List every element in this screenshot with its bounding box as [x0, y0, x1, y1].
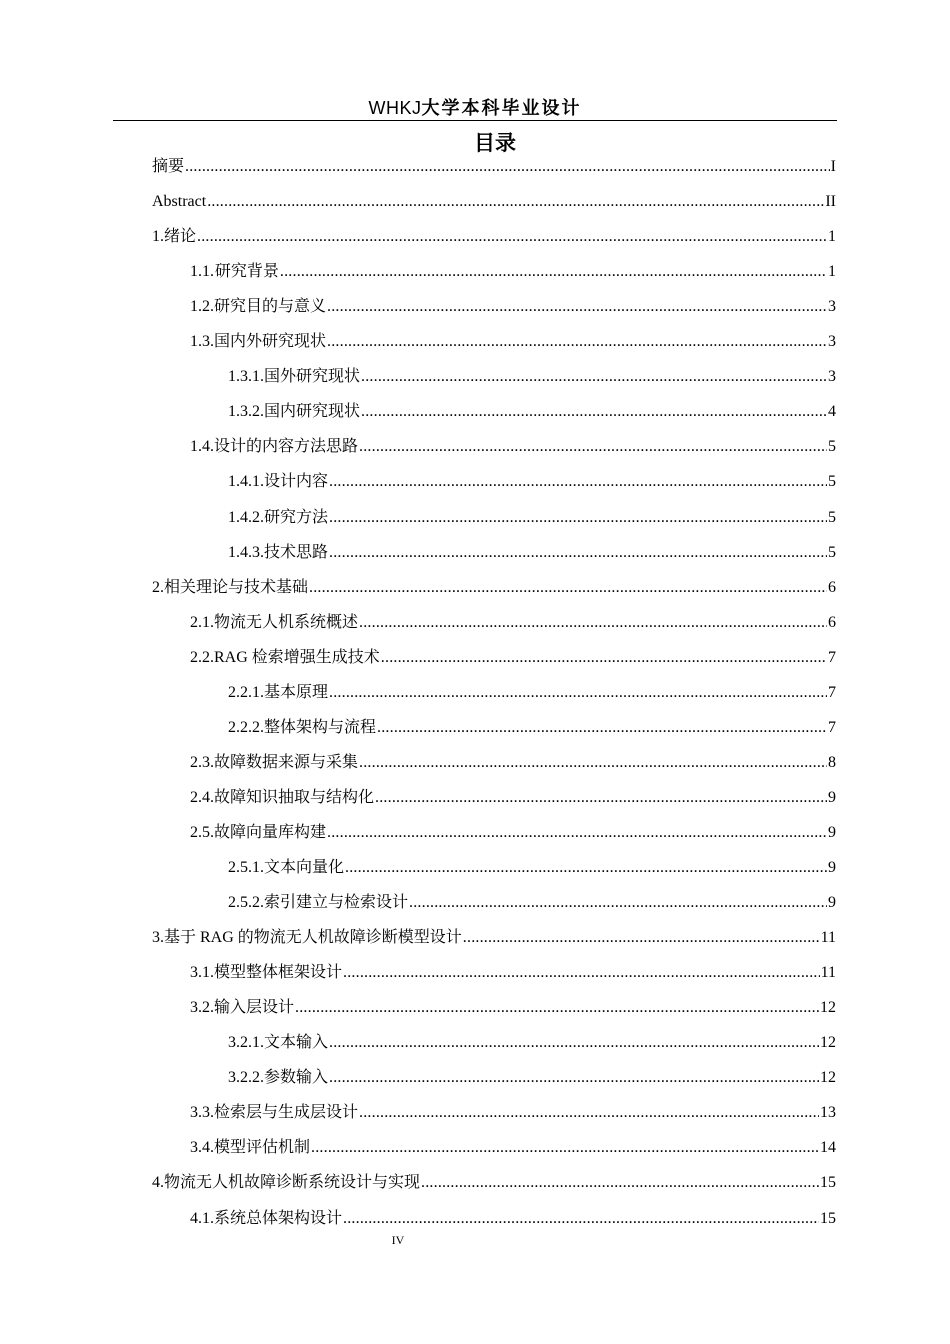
- toc-entry-title: 设计内容: [264, 473, 329, 490]
- toc-entry[interactable]: [190, 296, 836, 318]
- toc-entry-page: II: [825, 193, 836, 210]
- toc-leader-dots: [295, 997, 819, 1019]
- toc-entry-number: 3.1.: [190, 964, 214, 981]
- toc-entry-page: 4: [828, 403, 836, 420]
- toc-entry-page: 11: [820, 964, 836, 981]
- toc-entry-title: 文本输入: [264, 1034, 329, 1051]
- toc-entry-number: 1.3.1.: [228, 368, 264, 385]
- toc-entry[interactable]: [228, 542, 836, 564]
- toc-entry-number: 1.4.3.: [228, 544, 264, 561]
- toc-entry-number: 1.4.1.: [228, 473, 264, 490]
- toc-entry-title: 摘要: [152, 158, 185, 175]
- toc-entry[interactable]: [152, 927, 836, 949]
- toc-entry-number: 3.2.2.: [228, 1069, 264, 1086]
- toc-leader-dots: [359, 1102, 819, 1124]
- toc-entry-title: 设计的内容方法思路: [214, 438, 359, 455]
- toc-leader-dots: [377, 717, 827, 739]
- toc-title: 目录: [474, 131, 516, 155]
- toc-entry-page: 5: [828, 473, 836, 490]
- toc-entry-page: 5: [828, 438, 836, 455]
- toc-leader-dots: [343, 962, 820, 984]
- toc-leader-dots: [309, 577, 827, 599]
- toc-entry[interactable]: [228, 717, 836, 739]
- toc-entry[interactable]: [228, 1032, 836, 1054]
- toc-entry[interactable]: [190, 1102, 836, 1124]
- toc-entry-title: 基于 RAG 的物流无人机故障诊断模型设计: [164, 929, 462, 946]
- toc-leader-dots: [463, 927, 820, 949]
- toc-entry-number: 1.3.: [190, 333, 214, 350]
- toc-leader-dots: [280, 261, 827, 283]
- toc-entry-number: 1.3.2.: [228, 403, 264, 420]
- toc-entry-title: 研究目的与意义: [214, 298, 327, 315]
- toc-entry-number: 3.2.1.: [228, 1034, 264, 1051]
- toc-entry-page: 12: [820, 1069, 836, 1086]
- toc-entry[interactable]: [152, 577, 836, 599]
- toc-leader-dots: [311, 1137, 819, 1159]
- toc-entry-title: 故障知识抽取与结构化: [214, 789, 375, 806]
- toc-entry-number: 3.3.: [190, 1104, 214, 1121]
- toc-entry[interactable]: [228, 366, 836, 388]
- toc-entry-number: 1.1.: [190, 263, 214, 280]
- toc-leader-dots: [345, 857, 827, 879]
- toc-entry-page: 9: [828, 789, 836, 806]
- toc-leader-dots: [327, 296, 827, 318]
- toc-entry-page: 7: [828, 649, 836, 666]
- toc-entry-page: 13: [820, 1104, 836, 1121]
- toc-entry-title: 故障向量库构建: [214, 824, 327, 841]
- toc-entry-title: 物流无人机故障诊断系统设计与实现: [164, 1174, 421, 1191]
- toc-entry-page: 7: [828, 684, 836, 701]
- toc-leader-dots: [359, 612, 827, 634]
- toc-entry-number: 3.2.: [190, 999, 214, 1016]
- toc-entry-title: 输入层设计: [214, 999, 295, 1016]
- toc-entry[interactable]: [228, 507, 836, 529]
- toc-entry-number: 3.: [152, 929, 164, 946]
- toc-entry[interactable]: [190, 1208, 836, 1230]
- toc-entry-number: 3.4.: [190, 1139, 214, 1156]
- toc-leader-dots: [207, 191, 824, 213]
- page-number: IV: [391, 1233, 405, 1247]
- toc-entry[interactable]: [228, 471, 836, 493]
- toc-entry-title: 研究方法: [264, 509, 329, 526]
- toc-entry-page: 9: [828, 859, 836, 876]
- toc-entry[interactable]: [190, 436, 836, 458]
- toc-entry-page: 9: [828, 894, 836, 911]
- toc-entry-page: 15: [820, 1210, 836, 1227]
- toc-entry-title: 整体架构与流程: [264, 719, 377, 736]
- toc-entry-page: 6: [828, 579, 836, 596]
- toc-entry-page: 3: [828, 333, 836, 350]
- toc-entry-number: 2.2.1.: [228, 684, 264, 701]
- toc-entry[interactable]: [190, 822, 836, 844]
- toc-entry-page: 15: [820, 1174, 836, 1191]
- toc-entry-title: RAG 检索增强生成技术: [214, 649, 380, 666]
- toc-entry-title: 技术思路: [264, 544, 329, 561]
- toc-entry-title: 国外研究现状: [264, 368, 361, 385]
- toc-entry-page: 5: [828, 544, 836, 561]
- toc-entry[interactable]: [190, 962, 836, 984]
- toc-leader-dots: [185, 156, 830, 178]
- toc-entry-number: 4.1.: [190, 1210, 214, 1227]
- toc-entry-title: 模型评估机制: [214, 1139, 311, 1156]
- toc-leader-dots: [329, 507, 827, 529]
- toc-entry[interactable]: [228, 892, 836, 914]
- toc-leader-dots: [421, 1172, 819, 1194]
- toc-entry-title: 索引建立与检索设计: [264, 894, 409, 911]
- toc-entry-title: 参数输入: [264, 1069, 329, 1086]
- toc-entry-page: 12: [820, 1034, 836, 1051]
- toc-entry-title: 系统总体架构设计: [214, 1210, 343, 1227]
- toc-entry-page: 14: [820, 1139, 836, 1156]
- header-school-code: WHKJ: [368, 98, 422, 118]
- toc-leader-dots: [327, 331, 827, 353]
- toc-entry-title: 基本原理: [264, 684, 329, 701]
- toc-entry[interactable]: [228, 1067, 836, 1089]
- toc-entry-title: 绪论: [164, 228, 197, 245]
- toc-entry[interactable]: [228, 857, 836, 879]
- toc-entry-page: 9: [828, 824, 836, 841]
- toc-entry-page: 7: [828, 719, 836, 736]
- toc-entry-page: 11: [820, 929, 836, 946]
- toc-leader-dots: [381, 647, 827, 669]
- toc-leader-dots: [343, 1208, 819, 1230]
- toc-entry-title: 相关理论与技术基础: [164, 579, 309, 596]
- toc-leader-dots: [197, 226, 827, 248]
- toc-entry-title: Abstract: [152, 193, 207, 210]
- toc-entry[interactable]: [190, 787, 836, 809]
- toc-entry-number: 4.: [152, 1174, 164, 1191]
- toc-entry[interactable]: [190, 1137, 836, 1159]
- toc-leader-dots: [361, 401, 827, 423]
- toc-leader-dots: [359, 436, 827, 458]
- toc-entry[interactable]: [190, 331, 836, 353]
- toc-entry-page: 1: [828, 228, 836, 245]
- toc-entry-number: 1.2.: [190, 298, 214, 315]
- toc-entry[interactable]: [190, 752, 836, 774]
- toc-entry-page: 3: [828, 298, 836, 315]
- toc-entry-page: 5: [828, 509, 836, 526]
- toc-entry-number: 2.2.2.: [228, 719, 264, 736]
- toc-entry-title: 检索层与生成层设计: [214, 1104, 359, 1121]
- toc-leader-dots: [329, 682, 827, 704]
- toc-entry-title: 研究背景: [214, 263, 279, 280]
- toc-entry[interactable]: [228, 401, 836, 423]
- toc-leader-dots: [329, 471, 827, 493]
- toc-entry-number: 2.4.: [190, 789, 214, 806]
- toc-entry[interactable]: [190, 261, 836, 283]
- toc-entry-number: 1.4.2.: [228, 509, 264, 526]
- toc-entry-title: 文本向量化: [264, 859, 345, 876]
- toc-entry-number: 2.5.1.: [228, 859, 264, 876]
- toc-entry-page: 1: [828, 263, 836, 280]
- toc-leader-dots: [327, 822, 827, 844]
- toc-entry[interactable]: [152, 1172, 836, 1194]
- toc-entry-title: 物流无人机系统概述: [214, 614, 359, 631]
- toc-leader-dots: [361, 366, 827, 388]
- toc-entry-number: 2.5.: [190, 824, 214, 841]
- toc-entry-number: 2.: [152, 579, 164, 596]
- toc-entry[interactable]: [190, 612, 836, 634]
- toc-entry-page: 8: [828, 754, 836, 771]
- toc-entry-title: 国内研究现状: [264, 403, 361, 420]
- toc-entry-page: 12: [820, 999, 836, 1016]
- toc-entry-number: 1.: [152, 228, 164, 245]
- toc-leader-dots: [329, 1032, 819, 1054]
- toc-entry-page: 3: [828, 368, 836, 385]
- toc-entry-number: 2.2.: [190, 649, 214, 666]
- header-thesis-label: 大学本科毕业设计: [421, 98, 582, 119]
- toc-entry-number: 2.3.: [190, 754, 214, 771]
- toc-entry[interactable]: [152, 156, 836, 178]
- toc-entry[interactable]: [152, 226, 836, 248]
- toc-leader-dots: [329, 542, 827, 564]
- toc-entry[interactable]: [152, 191, 836, 213]
- toc-leader-dots: [329, 1067, 819, 1089]
- toc-entry[interactable]: [228, 682, 836, 704]
- toc-entry-number: 2.1.: [190, 614, 214, 631]
- toc-leader-dots: [409, 892, 827, 914]
- toc-entry-number: 2.5.2.: [228, 894, 264, 911]
- toc-entry-title: 模型整体框架设计: [214, 964, 343, 981]
- toc-leader-dots: [375, 787, 827, 809]
- toc-entry-title: 故障数据来源与采集: [214, 754, 359, 771]
- toc-leader-dots: [359, 752, 827, 774]
- toc-entry[interactable]: [190, 647, 836, 669]
- toc-entry[interactable]: [190, 997, 836, 1019]
- toc-entry-page: 6: [828, 614, 836, 631]
- toc-entry-number: 1.4.: [190, 438, 214, 455]
- toc-entry-page: I: [830, 158, 836, 175]
- toc-entry-title: 国内外研究现状: [214, 333, 327, 350]
